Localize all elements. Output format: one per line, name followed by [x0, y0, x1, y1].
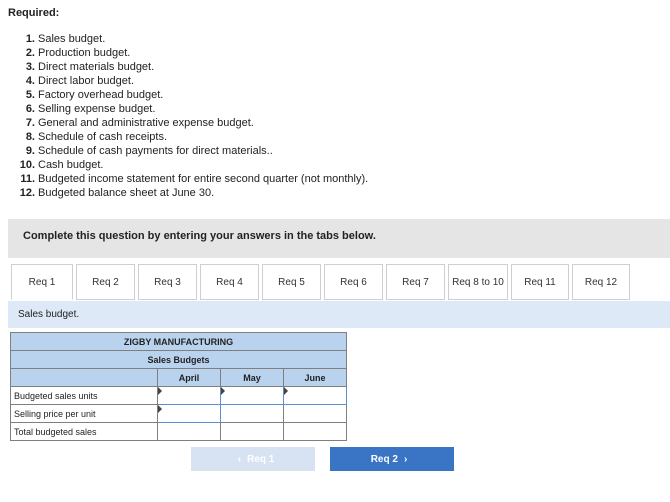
- input-sales-units-may[interactable]: [224, 389, 280, 403]
- column-header-june: June: [284, 369, 347, 387]
- prev-req-label: Req 1: [247, 453, 275, 465]
- tab-req-1[interactable]: Req 1: [11, 264, 73, 300]
- requirement-item: 12. Budgeted balance sheet at June 30.: [19, 187, 215, 199]
- requirement-item: 11. Budgeted income statement for entire second quarter (not monthly).: [20, 173, 369, 185]
- input-sales-units-june[interactable]: [287, 389, 343, 403]
- requirement-item: 1. Sales budget.: [25, 33, 106, 45]
- requirement-item: 9. Schedule of cash payments for direct materials..: [25, 145, 273, 157]
- row-label-selling-price-per-unit: Selling price per unit: [11, 405, 158, 423]
- requirement-item: 8. Schedule of cash receipts.: [25, 131, 168, 143]
- sales-budget-table: [10, 332, 347, 441]
- prev-req-button[interactable]: [191, 447, 315, 471]
- input-total-june[interactable]: [287, 425, 343, 439]
- input-price-may[interactable]: [224, 407, 280, 421]
- tab-req-3[interactable]: Req 3: [138, 264, 197, 300]
- requirement-tabs: [11, 264, 633, 300]
- requirement-item: 6. Selling expense budget.: [25, 103, 156, 115]
- table-title-row: [11, 333, 347, 351]
- requirement-item: 7. General and administrative expense budget.: [25, 117, 254, 129]
- column-header-may: May: [221, 369, 284, 387]
- section-header: [8, 301, 670, 328]
- requirement-item: 4. Direct labor budget.: [25, 75, 134, 87]
- requirement-item: 3. Direct materials budget.: [25, 61, 155, 73]
- company-name: ZIGBY MANUFACTURING: [11, 333, 347, 351]
- requirement-item: 5. Factory overhead budget.: [25, 89, 164, 101]
- requirement-item: 10. Cash budget.: [19, 159, 104, 171]
- required-title: Required:: [8, 7, 60, 19]
- flag-icon: [158, 387, 162, 395]
- column-header-april: April: [158, 369, 221, 387]
- tab-req-2[interactable]: Req 2: [76, 264, 135, 300]
- flag-icon: [284, 387, 288, 395]
- next-req-button[interactable]: [330, 447, 454, 471]
- input-sales-units-april[interactable]: [161, 389, 217, 403]
- next-req-label: Req 2: [370, 453, 398, 465]
- table-row: [11, 405, 347, 423]
- tab-req-5[interactable]: Req 5: [262, 264, 321, 300]
- tab-req-11[interactable]: Req 11: [511, 264, 569, 300]
- chevron-right-icon: ›: [403, 453, 408, 465]
- column-header-row: [11, 369, 347, 387]
- row-label-total-budgeted-sales: Total budgeted sales: [11, 423, 158, 441]
- section-title: Sales budget.: [18, 309, 80, 320]
- input-price-april[interactable]: [161, 407, 217, 421]
- instruction-text: Complete this question by entering your answers in the tabs below.: [23, 230, 376, 242]
- table-row: [11, 387, 347, 405]
- budget-title: Sales Budgets: [11, 351, 347, 369]
- chevron-left-icon: ‹: [237, 453, 242, 465]
- row-label-budgeted-sales-units: Budgeted sales units: [11, 387, 158, 405]
- flag-icon: [221, 387, 225, 395]
- tab-req-6[interactable]: Req 6: [324, 264, 383, 300]
- tab-req-8-to-10[interactable]: Req 8 to 10: [448, 264, 508, 300]
- tab-req-7[interactable]: Req 7: [386, 264, 445, 300]
- column-header-blank: [11, 369, 158, 387]
- requirements-list: [18, 32, 368, 200]
- tab-req-4[interactable]: Req 4: [200, 264, 259, 300]
- input-total-april[interactable]: [161, 425, 217, 439]
- input-price-june[interactable]: [287, 407, 343, 421]
- instruction-bar: [8, 219, 670, 258]
- table-subtitle-row: [11, 351, 347, 369]
- input-total-may[interactable]: [224, 425, 280, 439]
- table-row: [11, 423, 347, 441]
- tab-req-12[interactable]: Req 12: [572, 264, 630, 300]
- requirement-item: 2. Production budget.: [25, 47, 131, 59]
- flag-icon: [158, 405, 162, 413]
